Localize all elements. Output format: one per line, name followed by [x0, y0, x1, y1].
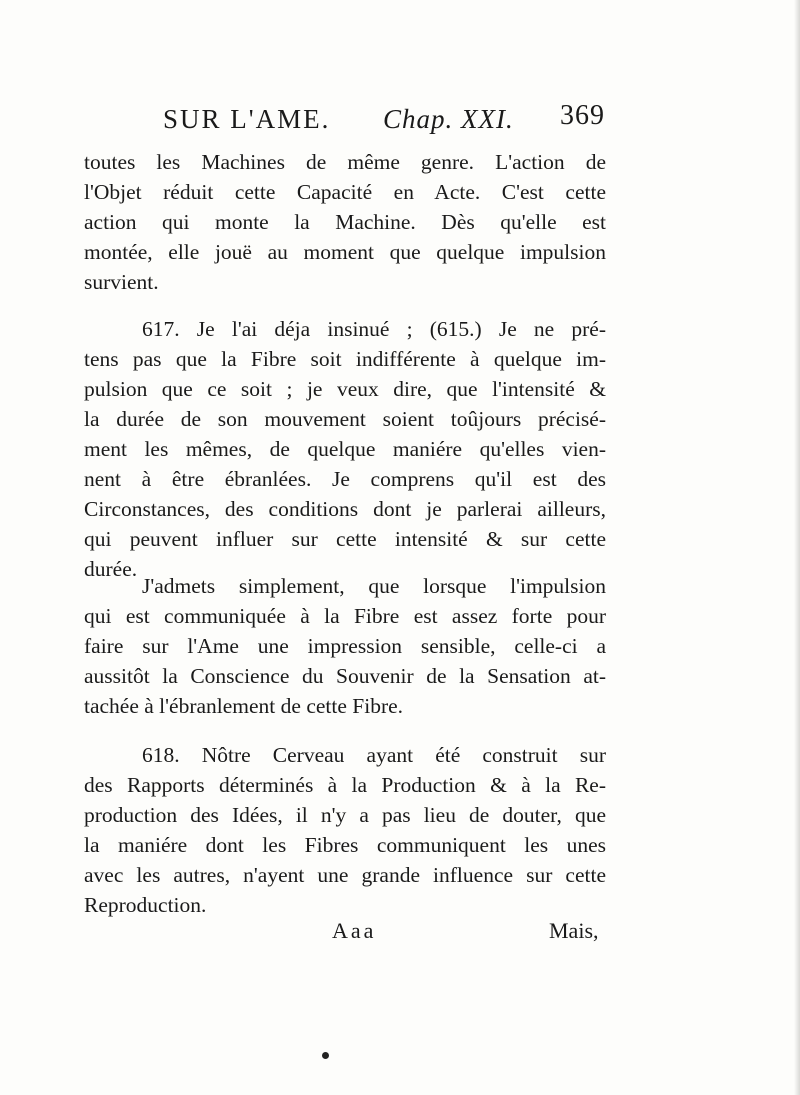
- running-head: [155, 100, 605, 140]
- text-line: la durée de son mouvement soient toûjours précisé-: [84, 407, 606, 431]
- text-line: J'admets simplement, que lorsque l'impulsion: [142, 574, 606, 598]
- text-line: la maniére dont les Fibres communiquent les unes: [84, 833, 606, 857]
- text-line: nent à être ébranlées. Je comprens qu'il est des: [84, 467, 606, 491]
- text-line: durée.: [84, 557, 138, 581]
- catchword: Mais,: [549, 918, 599, 943]
- text-line: pulsion que ce soit ; je veux dire, que l'intensité &: [84, 377, 606, 401]
- text-line: des Rapports déterminés à la Production & à la Re-: [84, 773, 606, 797]
- paragraph-617: [84, 314, 606, 584]
- text-line: tens pas que la Fibre soit indifférente à quelque im-: [84, 347, 606, 371]
- text-line: toutes les Machines de même genre. L'action de: [84, 150, 606, 174]
- text-line: aussitôt la Conscience du Souvenir de la Sensation at-: [84, 664, 606, 688]
- text-line: faire sur l'Ame une impression sensible, celle-ci a: [84, 634, 606, 658]
- paragraph-jadmets: [84, 571, 606, 721]
- text-line: survient.: [84, 270, 159, 294]
- page-number: 369: [560, 100, 605, 131]
- text-line: montée, elle jouë au moment que quelque impulsion: [84, 240, 606, 264]
- text-line: ment les mêmes, de quelque maniére qu'elles vien-: [84, 437, 606, 461]
- text-line: 617. Je l'ai déja insinué ; (615.) Je ne pré-: [142, 317, 606, 341]
- text-line: avec les autres, n'ayent une grande influence sur cette: [84, 863, 606, 887]
- text-line: action qui monte la Machine. Dès qu'elle est: [84, 210, 606, 234]
- text-line: qui peuvent influer sur cette intensité & sur cette: [84, 527, 606, 551]
- paragraph-continuation: [84, 147, 606, 297]
- text-line: production des Idées, il n'y a pas lieu de douter, que: [84, 803, 606, 827]
- text-line: Circonstances, des conditions dont je parlerai ailleurs,: [84, 497, 606, 521]
- text-line: tachée à l'ébranlement de cette Fibre.: [84, 694, 404, 718]
- signature-mark: Aaa: [332, 918, 377, 943]
- ink-dot: [322, 1052, 329, 1059]
- paragraph-618: [84, 740, 606, 920]
- text-line: l'Objet réduit cette Capacité en Acte. C'est cette: [84, 180, 606, 204]
- page-edge-shadow: [794, 0, 800, 1095]
- running-head-chapter: Chap. XXI.: [383, 104, 514, 134]
- text-line: 618. Nôtre Cerveau ayant été construit sur: [142, 743, 606, 767]
- text-line: Reproduction.: [84, 893, 207, 917]
- text-line: qui est communiquée à la Fibre est assez forte pour: [84, 604, 606, 628]
- running-head-title: SUR L'AME.: [163, 104, 331, 134]
